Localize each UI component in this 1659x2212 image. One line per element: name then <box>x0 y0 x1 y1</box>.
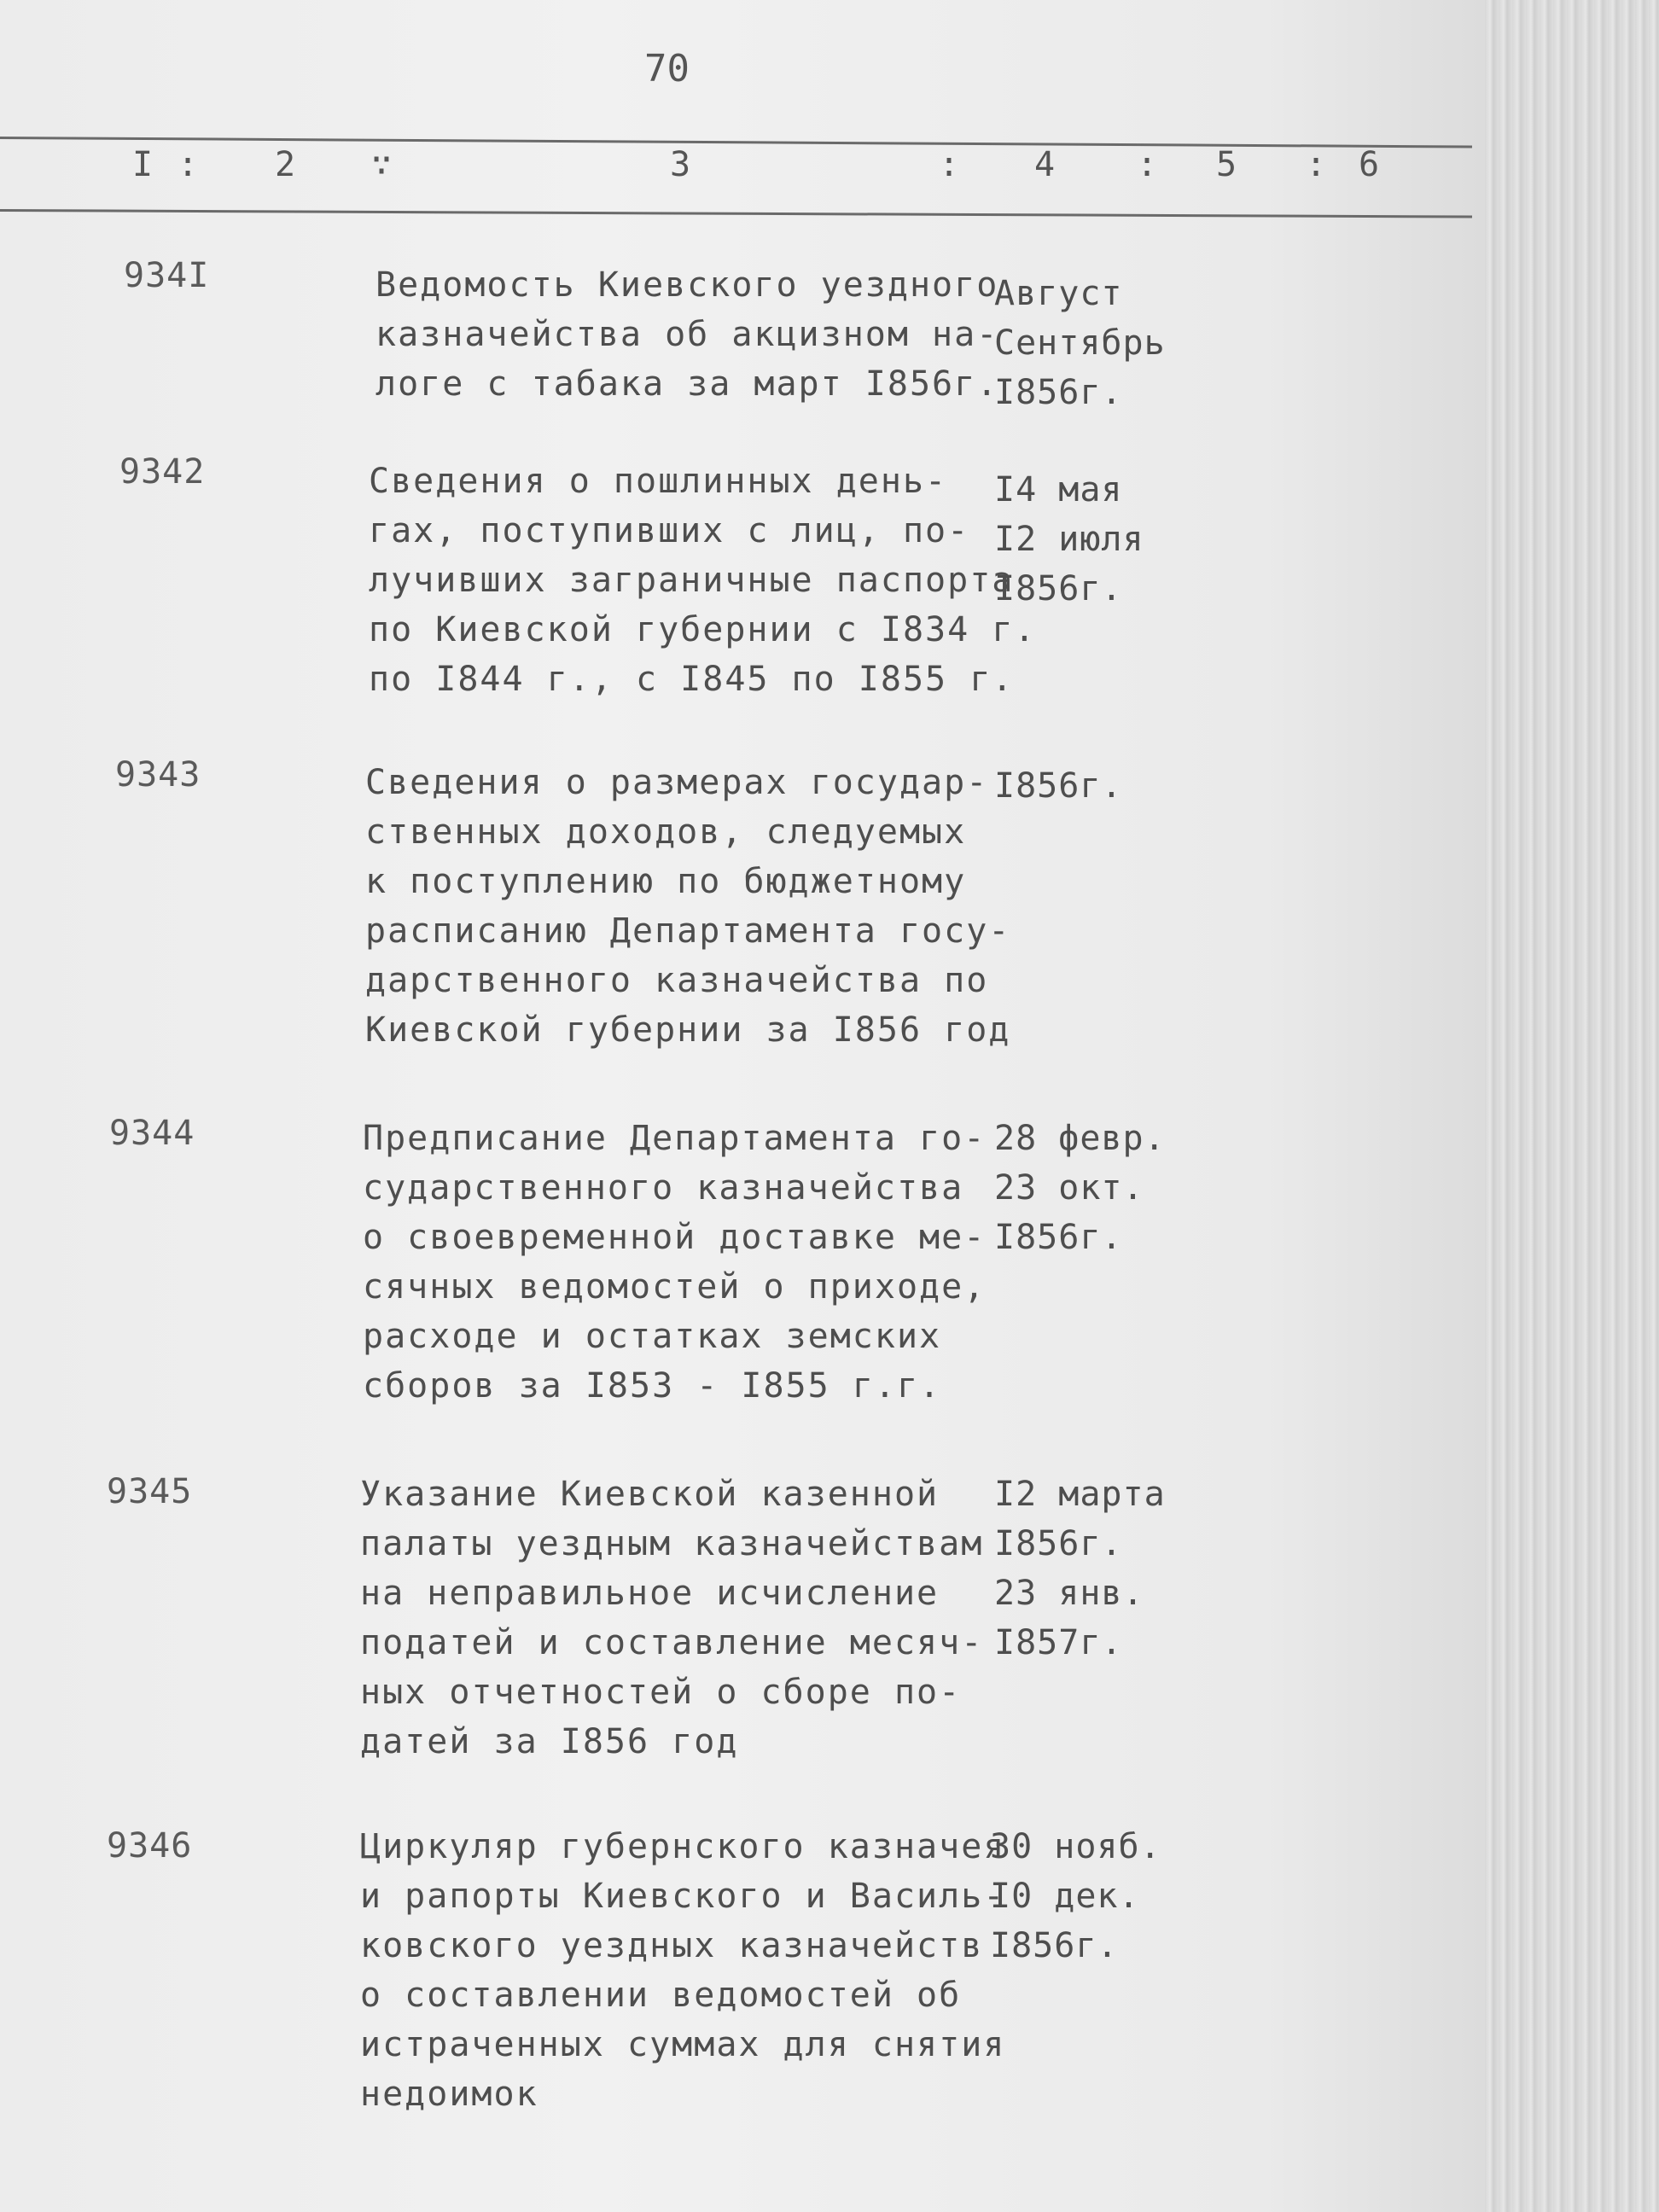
record-title: Указание Киевской казенной палаты уездным казначействам на неправильное исчисление податей и составление месяч- ных отчетностей о сборе по- датей за I856 год <box>360 1475 984 1761</box>
column-header-separator: : <box>1306 145 1327 184</box>
record-title: Ведомость Киевского уездного казначейства об акцизном на- логе с табака за март I856г. <box>375 265 999 404</box>
record-dates: 30 нояб. I0 дек. I856г. <box>990 1827 1161 1965</box>
page-stack-edges <box>1485 0 1659 2212</box>
column-header-separator: : <box>178 145 199 184</box>
header-bottom-rule <box>0 209 1472 218</box>
record-number: 934I <box>124 256 210 295</box>
record-dates: 28 февр. 23 окт. I856г. <box>994 1119 1166 1257</box>
column-header-separator: ∵ <box>371 145 393 184</box>
column-header-2: 2 <box>275 145 296 184</box>
page-number: 70 <box>644 47 690 90</box>
record-title: Сведения о пошлинных день- гах, поступивших с лиц, по- лучивших заграничные паспорта по Киевской губернии с I834 г. по I844 г., с I845 по I855 г. <box>369 462 1037 699</box>
column-header-5: 5 <box>1216 145 1237 184</box>
header-top-rule <box>0 137 1472 148</box>
record-number: 9342 <box>119 452 206 492</box>
record-number: 9343 <box>115 755 201 795</box>
record-dates: I2 марта I856г. 23 янв. I857г. <box>994 1475 1166 1662</box>
column-header-3: 3 <box>670 145 691 184</box>
column-header-6: 6 <box>1359 145 1380 184</box>
record-dates: I4 мая I2 июля I856г. <box>994 470 1144 608</box>
record-title: Циркуляр губернского казначея и рапорты Киевского и Василь- ковского уездных казначейств о составлении ведомостей об истраченных суммах для снятия недоимок <box>360 1827 1006 2114</box>
column-header-separator: : <box>1137 145 1158 184</box>
record-number: 9345 <box>107 1472 193 1511</box>
column-header-4: 4 <box>1034 145 1056 184</box>
record-number: 9344 <box>109 1114 195 1153</box>
column-header-separator: : <box>939 145 960 184</box>
record-dates: I856г. <box>994 766 1123 806</box>
record-title: Предписание Департамента го- сударственного казначейства о своевременной доставке ме- сячных ведомостей о приходе, расходе и остатках земских сборов за I853 - I855 г.г. <box>363 1119 987 1406</box>
record-number: 9346 <box>107 1826 193 1866</box>
record-dates: Август Сентябрь I856г. <box>994 274 1166 412</box>
record-title: Сведения о размерах государ- ственных доходов, следуемых к поступлению по бюджетному расписанию Департамента госу- дарственного казначейства по Киевской губернии за I856 год <box>365 763 1011 1050</box>
column-header-1: I <box>132 145 154 184</box>
